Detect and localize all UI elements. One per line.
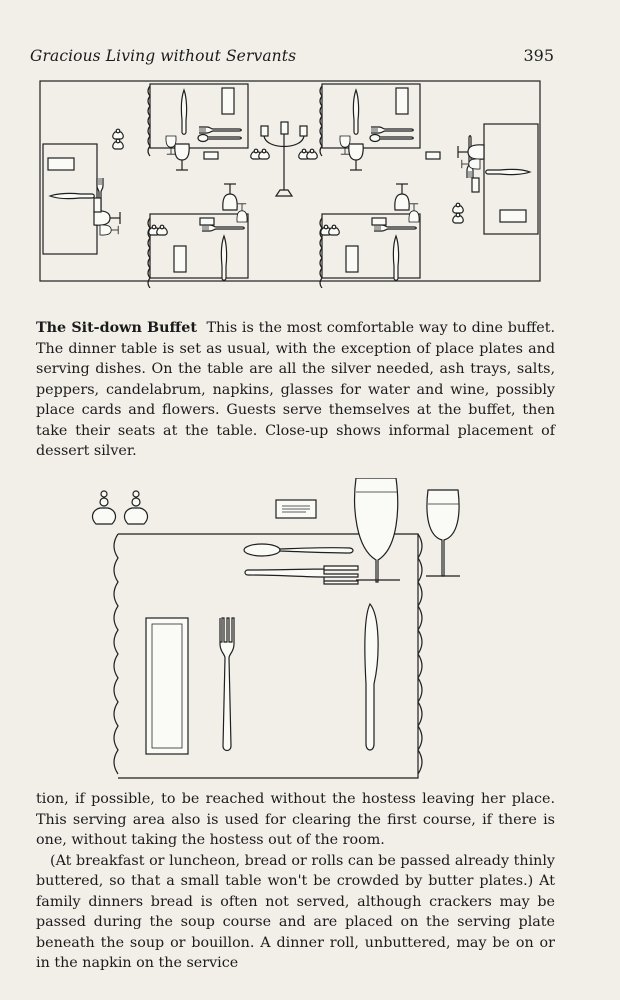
body-text [36, 789, 555, 974]
body-paragraph-1: tion, if possible, to be reached without the hostess leaving her place. This serving area also is used for clearing the first course, if there is one, without taking the hostess out of the room. [36, 791, 555, 848]
dessert-silver-closeup-illustration [88, 478, 488, 784]
figure-caption [36, 318, 555, 462]
wine-glass-icon [355, 478, 400, 582]
body-paragraph-2: (At breakfast or luncheon, bread or rolls can be passed already thinly buttered, so that a small table won't be crowded by butter plates.) At family dinners bread is often not served, although crackers may be passed during the soup course and are placed on the serving plate beneath the soup or bouillon. A dinner roll, unbuttered, may be on or in the napkin on the service [36, 852, 555, 971]
caption-text: This is the most comfortable way to dine buffet. The dinner table is set as usual, with the exception of place plates and serving dishes. On the table are all the silver needed, ash trays, salts, peppers, candelabrum, napkins, glasses for water and wine, possibly place cards and flowers. Guests serve themselves at the buffet, then take their seats at the table. Close-up shows informal placement of dessert silver. [36, 320, 556, 459]
napkin-icon [146, 618, 188, 754]
knife-icon [365, 604, 378, 750]
place-card-icon [276, 500, 316, 518]
caption-heading: The Sit-down Buffet [36, 320, 197, 336]
dessert-fork-icon [245, 566, 358, 584]
water-glass-icon [426, 490, 460, 576]
page-number: 395 [523, 46, 554, 65]
page-header [30, 46, 554, 65]
running-title: Gracious Living without Servants [30, 47, 297, 65]
salt-pepper-icon [93, 491, 148, 524]
dinner-fork-icon [220, 618, 234, 751]
dessert-spoon-icon [244, 544, 353, 556]
table-setting-illustration [34, 78, 548, 288]
